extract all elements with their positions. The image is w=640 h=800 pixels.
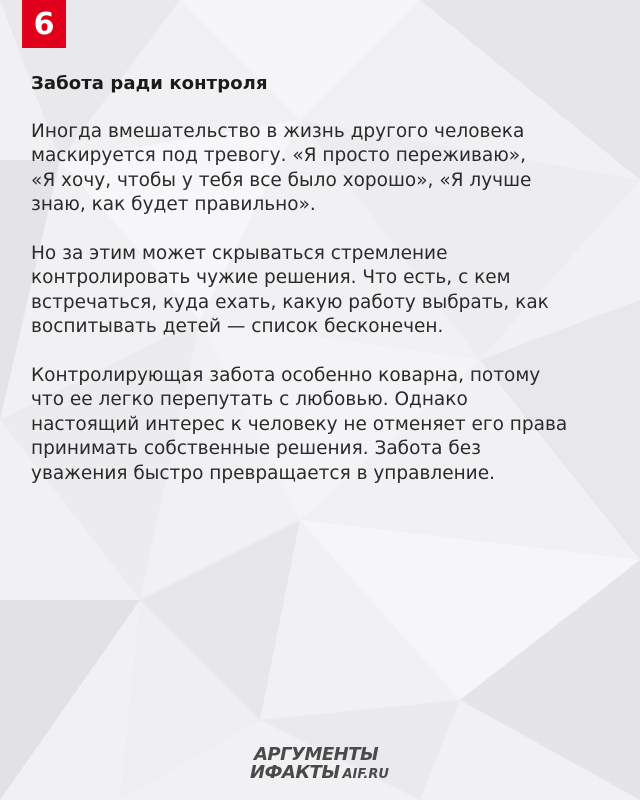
paragraph-1 <box>31 120 621 218</box>
paragraph-line: маскируется под тревогу. «Я просто переживаю», <box>31 145 526 167</box>
paragraph-line: уважения быстро превращается в управление. <box>31 462 495 484</box>
logo-word: ИФАКТЫ <box>250 762 340 783</box>
paragraph-line: воспитывать детей — список бесконечен. <box>31 316 444 338</box>
logo-domain: AIF.RU <box>342 767 389 782</box>
paragraph-line: контролировать чужие решения. Что есть, с кем <box>31 267 511 289</box>
paragraph-line: принимать собственные решения. Забота без <box>31 438 482 460</box>
logo-line-1: АРГУМЕНТЫ <box>254 744 379 765</box>
section-title: Забота ради контроля <box>31 73 268 94</box>
aif-logo <box>250 744 410 784</box>
logo-line-2 <box>250 762 389 783</box>
page-number-badge: 6 <box>22 0 66 48</box>
paragraph-2 <box>31 242 621 340</box>
paragraph-line: настоящий интерес к человеку не отменяет его права <box>31 413 568 435</box>
paragraph-line: Иногда вмешательство в жизнь другого человека <box>31 121 525 142</box>
paragraph-line: что ее легко перепутать с любовью. Однако <box>31 389 468 411</box>
paragraph-line: Но за этим может скрываться стремление <box>31 243 448 265</box>
paragraph-line: встречаться, куда ехать, какую работу выбрать, как <box>31 291 549 313</box>
paragraph-line: Контролирующая забота особенно коварна, потому <box>31 365 541 387</box>
article-body <box>31 120 621 510</box>
paragraph-line: знаю, как будет правильно». <box>31 194 316 216</box>
paragraph-line: «Я хочу, чтобы у тебя все было хорошо», «Я лучше <box>31 169 532 191</box>
paragraph-3 <box>31 364 621 486</box>
